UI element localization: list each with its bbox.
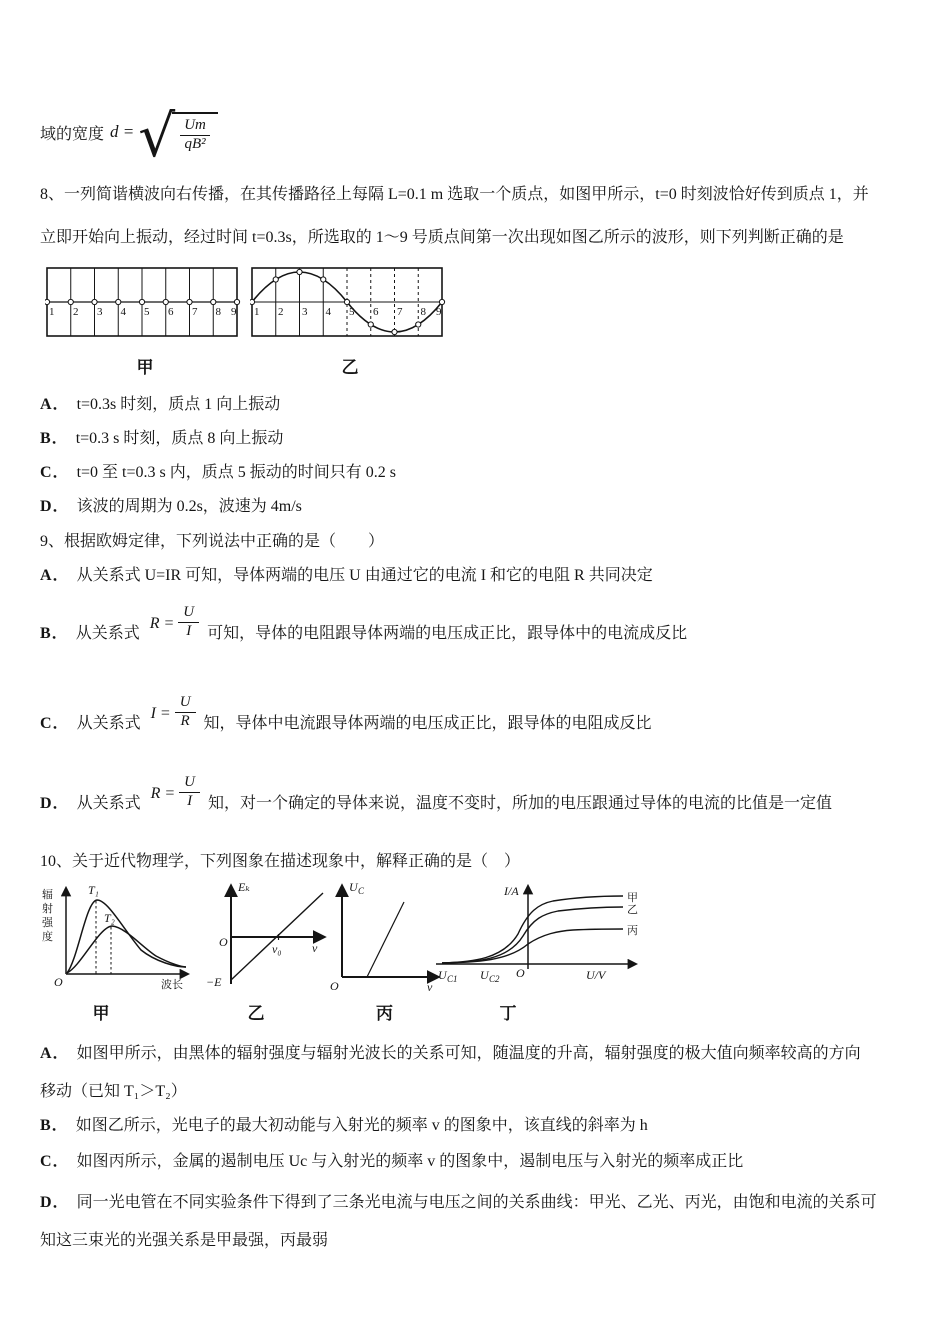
wave-yi-diagram: [250, 264, 446, 346]
q9-option-c-letter: C．: [40, 714, 70, 732]
jia-point-5: 5: [144, 306, 150, 318]
uc2-sub: C2: [489, 974, 500, 984]
q10-option-d-line1: [40, 1184, 920, 1222]
curve-yi-label: 乙: [627, 904, 638, 916]
q10-option-d-letter: D．: [40, 1194, 70, 1211]
yi-point-3: 3: [302, 306, 308, 318]
jia-ylabel-char2: 射: [42, 903, 53, 915]
q9-option-c-fraction: [175, 695, 196, 730]
wave-yi-caption: 乙: [341, 358, 359, 377]
jia-ylabel-char4: 度: [42, 931, 53, 943]
q10-option-c-letter: C．: [40, 1153, 70, 1170]
jia-point-3: 3: [97, 306, 103, 318]
formula-label: 域的宽度: [40, 125, 105, 143]
magnetic-width-formula: 域的宽度 d = √ $\frac{Um}{\text{qB²}}$: [40, 96, 218, 168]
q9-option-d-prefix: 从关系式: [76, 794, 141, 812]
curve-jia-label: 甲: [627, 892, 638, 904]
q9-option-b-suffix: 可知，导体的电阻跟导体两端的电压成正比，跟导体中的电流成反比: [207, 624, 688, 642]
uc1-sub: C1: [447, 974, 458, 984]
yi-ylabel: Eₖ: [238, 880, 250, 894]
jia-point-4: 4: [120, 306, 126, 318]
q10-option-c: [40, 1148, 920, 1171]
q9-option-b-prefix: 从关系式: [75, 624, 140, 642]
q10-option-a-line2: 移动（已知 T₁＞T₂）: [40, 1083, 187, 1100]
jia-point-9: 9: [231, 306, 237, 318]
figure-graph-ding: [428, 874, 648, 1024]
q10-option-c-text: 如图丙所示，金属的遏制电压 Uc 与入射光的频率 v 的图象中，遏制电压与入射光的频率成正比: [76, 1153, 744, 1170]
q9-option-c: [40, 686, 930, 738]
q9-option-c-lhs: I =: [150, 705, 171, 722]
jia-ylabel-char3: 强: [42, 917, 53, 929]
jia-point-8: 8: [215, 306, 221, 318]
yi-point-5: 5: [349, 306, 355, 318]
jia-point-2: 2: [73, 306, 79, 318]
q8-option-c-text: t=0 至 t=0.3 s 内，质点 5 振动的时间只有 0.2 s: [76, 464, 396, 481]
q8-option-b-text: t=0.3 s 时刻，质点 8 向上振动: [75, 430, 284, 447]
q9-option-d-lhs: R =: [150, 785, 176, 802]
t1-label: T₁: [88, 883, 99, 897]
question-10-title: 10、关于近代物理学，下列图象在描述现象中，解释正确的是（ ）: [40, 853, 521, 870]
wave-jia-diagram: [45, 264, 241, 346]
bing-ylabel-sub: C: [358, 886, 365, 896]
yi-point-8: 8: [420, 306, 426, 318]
formula-numerator: Um: [180, 117, 210, 136]
q8-line2: 立即开始向上振动，经过时间 t=0.3s，所选取的 1～9 号质点间第一次出现如图乙所示的波形，则下列判断正确的是: [40, 228, 844, 246]
q8-option-c-letter: C．: [40, 464, 70, 481]
q10-option-a-line1: [40, 1035, 920, 1073]
jia-point-6: 6: [168, 306, 174, 318]
q9-option-c-prefix: 从关系式: [76, 714, 141, 732]
q9-option-a: [40, 562, 920, 585]
q8-option-a-text: t=0.3s 时刻，质点 1 向上振动: [76, 396, 281, 413]
figure-wave-jia: [45, 264, 245, 378]
q9-option-d-num: U: [179, 775, 200, 793]
q10-option-d-line2: 知这三束光的光强关系是甲最强，丙最弱: [40, 1232, 329, 1249]
figure-graph-yi: [196, 874, 336, 1024]
yi-xlabel: v: [312, 941, 318, 955]
blackbody-graph: [36, 874, 201, 992]
q9-option-b-letter: B．: [40, 624, 69, 642]
q9-option-c-suffix: 知，导体中电流跟导体两端的电压成正比，跟导体的电阻成反比: [203, 714, 652, 732]
q10-option-b: [40, 1112, 920, 1135]
ding-xlabel: U/V: [586, 968, 606, 982]
yi-origin: O: [219, 935, 228, 949]
formula-denominator: qB²: [184, 135, 206, 152]
graph-yi-caption: 乙: [247, 1004, 265, 1023]
bing-origin: O: [330, 979, 339, 992]
q10-option-b-letter: B．: [40, 1117, 69, 1134]
bing-ylabel-main: U: [349, 880, 358, 894]
yi-point-6: 6: [373, 306, 379, 318]
q9-option-d-fraction: [179, 775, 200, 810]
q8-option-d-letter: D．: [40, 498, 70, 515]
q9-option-b-den: I: [186, 622, 192, 639]
q9-option-a-text: 从关系式 U=IR 可知，导体两端的电压 U 由通过它的电流 I 和它的电阻 R 共同决定: [76, 567, 653, 584]
uc2-main: U: [480, 968, 489, 982]
q8-option-c: [40, 459, 920, 482]
q10-option-b-text: 如图乙所示，光电子的最大初动能与入射光的频率 v 的图象中，该直线的斜率为 h: [75, 1117, 648, 1134]
ding-ylabel: I/A: [504, 884, 519, 898]
question-8-text: [40, 184, 920, 248]
q10-option-a: [40, 1035, 920, 1111]
v0-label: v₀: [272, 942, 282, 956]
curve-bing-label: 丙: [627, 925, 638, 937]
graph-ding-caption: 丁: [499, 1004, 517, 1023]
q8-line1: 8、一列简谐横波向右传播，在其传播路径上每隔 L=0.1 m 选取一个质点，如图甲所示，t=0 时刻波恰好传到质点 1，并: [40, 186, 869, 203]
yi-point-1: 1: [254, 306, 260, 318]
q9-option-b-num: U: [178, 605, 199, 623]
wave-jia-caption: 甲: [136, 358, 154, 377]
q10-option-a-letter: A．: [40, 1045, 70, 1062]
jia-xlabel: 波长: [161, 979, 183, 991]
uc1-main: U: [438, 968, 447, 982]
jia-point-7: 7: [192, 306, 198, 318]
jia-ylabel-char1: 辐: [42, 889, 53, 901]
figure-graph-jia: [36, 874, 201, 1024]
q8-option-b: [40, 425, 920, 448]
q9-option-d-letter: D．: [40, 794, 70, 812]
bing-xlabel: v: [427, 980, 433, 992]
formula-lhs: d =: [110, 122, 135, 141]
q9-option-c-num: U: [175, 695, 196, 713]
q9-option-d-suffix: 知，对一个确定的导体来说，温度不变时，所加的电压跟通过导体的电流的比值是一定值: [208, 794, 833, 812]
q9-option-b-fraction: [178, 605, 199, 640]
q10-option-d-text1: 同一光电管在不同实验条件下得到了三条光电流与电压之间的关系曲线：甲光、乙光、丙光，由饱和电流的关系可: [76, 1194, 877, 1211]
question-9-title: 9、根据欧姆定律，下列说法中正确的是（ ）: [40, 533, 385, 550]
yi-point-4: 4: [325, 306, 331, 318]
yi-point-2: 2: [278, 306, 284, 318]
q10-option-d: [40, 1184, 920, 1260]
neg-e-label: −E: [206, 975, 222, 989]
figure-wave-yi: [250, 264, 450, 378]
q9-option-b: [40, 596, 930, 648]
photoelectron-energy-graph: [196, 874, 336, 992]
q8-option-b-letter: B．: [40, 430, 69, 447]
q8-option-a: [40, 391, 920, 414]
q10-option-a-text1: 如图甲所示，由黑体的辐射强度与辐射光波长的关系可知，随温度的升高，辐射强度的极大值向频率较高的方向: [76, 1045, 861, 1062]
jia-origin: O: [54, 975, 63, 989]
yi-point-7: 7: [397, 306, 403, 318]
q8-option-a-letter: A．: [40, 396, 70, 413]
ding-origin: O: [516, 966, 525, 980]
yi-point-9: 9: [436, 306, 442, 318]
q9-option-d: [40, 766, 930, 818]
q8-option-d: [40, 493, 920, 516]
graph-bing-caption: 丙: [376, 1004, 393, 1023]
q8-option-d-text: 该波的周期为 0.2s，波速为 4m/s: [76, 498, 302, 515]
graph-jia-caption: 甲: [92, 1004, 110, 1023]
formula-fraction: [172, 112, 218, 152]
q9-option-a-letter: A．: [40, 567, 70, 584]
q9-option-c-den: R: [180, 712, 190, 729]
jia-point-1: 1: [49, 306, 55, 318]
t2-label: T₂: [104, 911, 115, 925]
photocurrent-voltage-graph: [428, 874, 648, 992]
q9-option-d-den: I: [187, 792, 193, 809]
q9-option-b-lhs: R =: [149, 615, 175, 632]
